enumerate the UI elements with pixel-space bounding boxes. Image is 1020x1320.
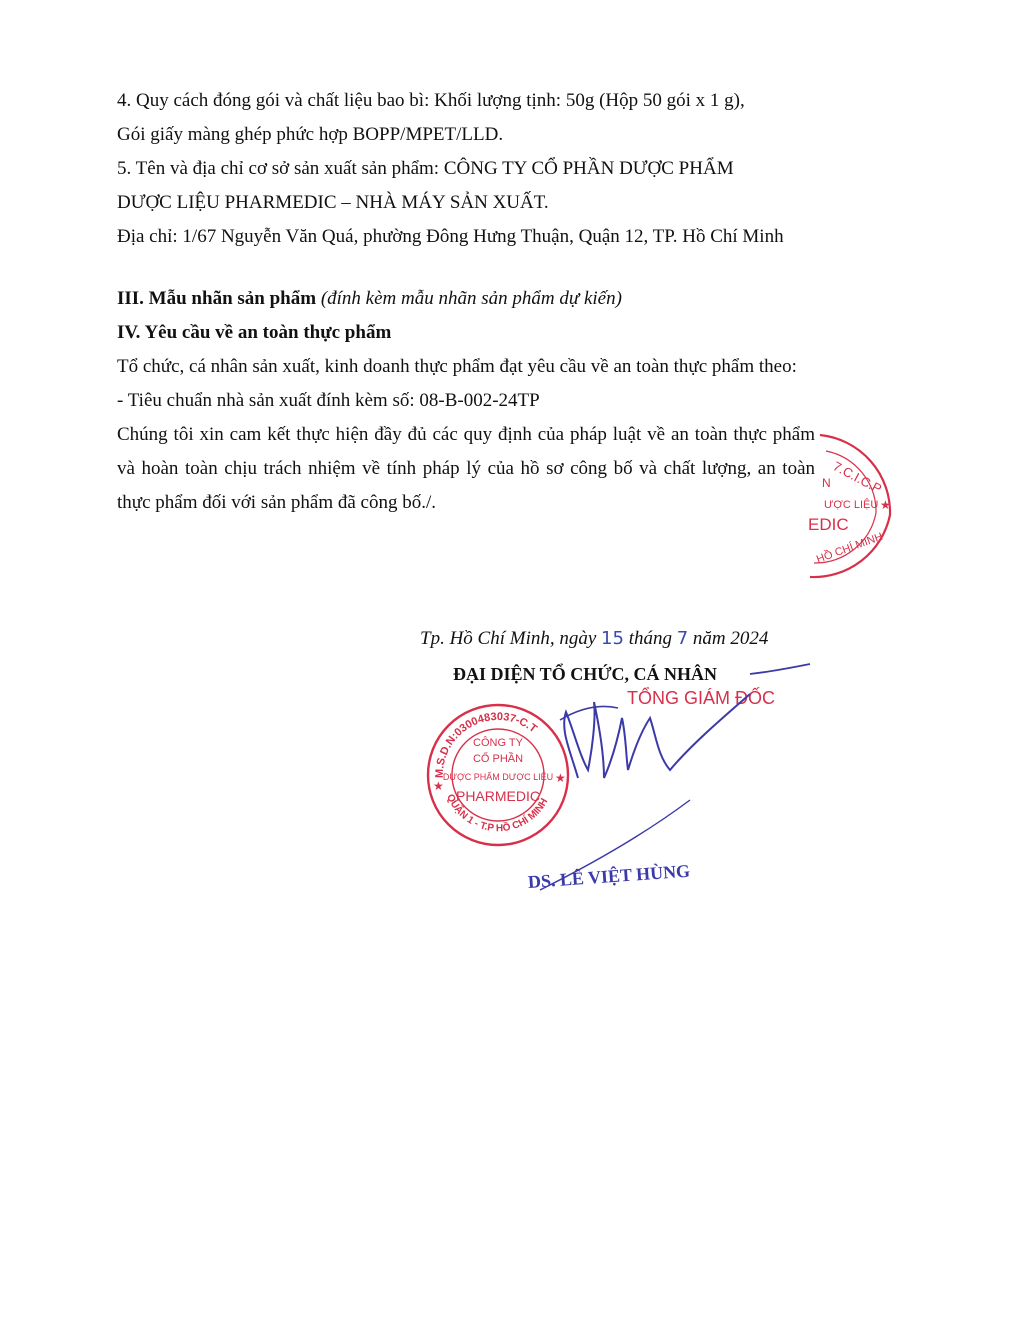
section3-note: (đính kèm mẫu nhãn sản phẩm dự kiến) xyxy=(320,288,622,309)
date-year: năm 2024 xyxy=(692,628,769,649)
svg-text:M.S.D.N:0300483037-C.T: M.S.D.N:0300483037-C.T xyxy=(433,710,539,779)
svg-text:★: ★ xyxy=(880,498,891,512)
date-month-label: tháng xyxy=(628,628,672,649)
signatory-organization: ĐẠI DIỆN TỔ CHỨC, CÁ NHÂN xyxy=(453,664,718,684)
date-prefix: Tp. Hồ Chí Minh, ngày xyxy=(420,628,597,649)
signer-name: DS. LÊ VIỆT HÙNG xyxy=(527,860,691,892)
svg-text:DƯỢC PHẨM DƯỢC LIỆU: DƯỢC PHẨM DƯỢC LIỆU xyxy=(442,772,554,782)
svg-text:★: ★ xyxy=(555,771,566,785)
address: Địa chỉ: 1/67 Nguyễn Văn Quá, phường Đông Hưng Thuận, Quận 12, TP. Hồ Chí Minh xyxy=(117,226,784,247)
commitment-paragraph: Chúng tôi xin cam kết thực hiện đầy đủ các quy định của pháp luật về an toàn thực phẩm và hoàn toàn chịu trách nhiệm về tính pháp lý của hồ sơ công bố và chất lượng, an toàn thực phẩm đối với sản phẩm đã công bố./. xyxy=(117,424,815,513)
item4-line2: Gói giấy màng ghép phức hợp BOPP/MPET/LLD. xyxy=(117,124,504,145)
date-month: 7 xyxy=(676,628,689,649)
date-day: 15 xyxy=(601,628,624,649)
svg-text:★: ★ xyxy=(433,779,444,793)
svg-text:HỒ CHÍ MINH: HỒ CHÍ MINH xyxy=(814,530,885,566)
svg-text:PHARMEDIC: PHARMEDIC xyxy=(455,788,541,804)
item4-line1: 4. Quy cách đóng gói và chất liệu bao bì: Khối lượng tịnh: 50g (Hộp 50 gói x 1 g), xyxy=(117,90,745,111)
standard-line: - Tiêu chuẩn nhà sản xuất đính kèm số: 08-B-002-24TP xyxy=(117,390,540,411)
svg-text:QUẬN 1 - T.P HỒ CHÍ MINH: QUẬN 1 - T.P HỒ CHÍ MINH xyxy=(444,792,551,835)
svg-text:N: N xyxy=(822,476,831,490)
signatory-role: TỔNG GIÁM ĐỐC xyxy=(627,688,775,708)
section4-heading: IV. Yêu cầu về an toàn thực phẩm xyxy=(117,322,392,343)
svg-text:CỔ PHẦN: CỔ PHẦN xyxy=(472,753,524,765)
svg-text:ƯỢC LIỆU: ƯỢC LIỆU xyxy=(824,499,879,511)
svg-text:EDIC: EDIC xyxy=(808,515,849,534)
document-body xyxy=(117,84,815,520)
item5-line1: 5. Tên và địa chỉ cơ sở sản xuất sản phẩm: CÔNG TY CỔ PHẦN DƯỢC PHẨM xyxy=(117,158,734,179)
section3-line xyxy=(117,282,815,316)
section3-heading: III. Mẫu nhãn sản phẩm xyxy=(117,288,317,309)
svg-text:7.C.I.C.P: 7.C.I.C.P xyxy=(830,458,885,497)
section4-paragraph: Tổ chức, cá nhân sản xuất, kinh doanh thực phẩm đạt yêu cầu về an toàn thực phẩm theo: xyxy=(117,356,797,377)
signing-date xyxy=(420,628,768,650)
svg-text:CÔNG TY: CÔNG TY xyxy=(473,737,523,749)
item5-line2: DƯỢC LIỆU PHARMEDIC – NHÀ MÁY SẢN XUẤT. xyxy=(117,192,549,213)
partial-seal-right xyxy=(800,425,900,590)
